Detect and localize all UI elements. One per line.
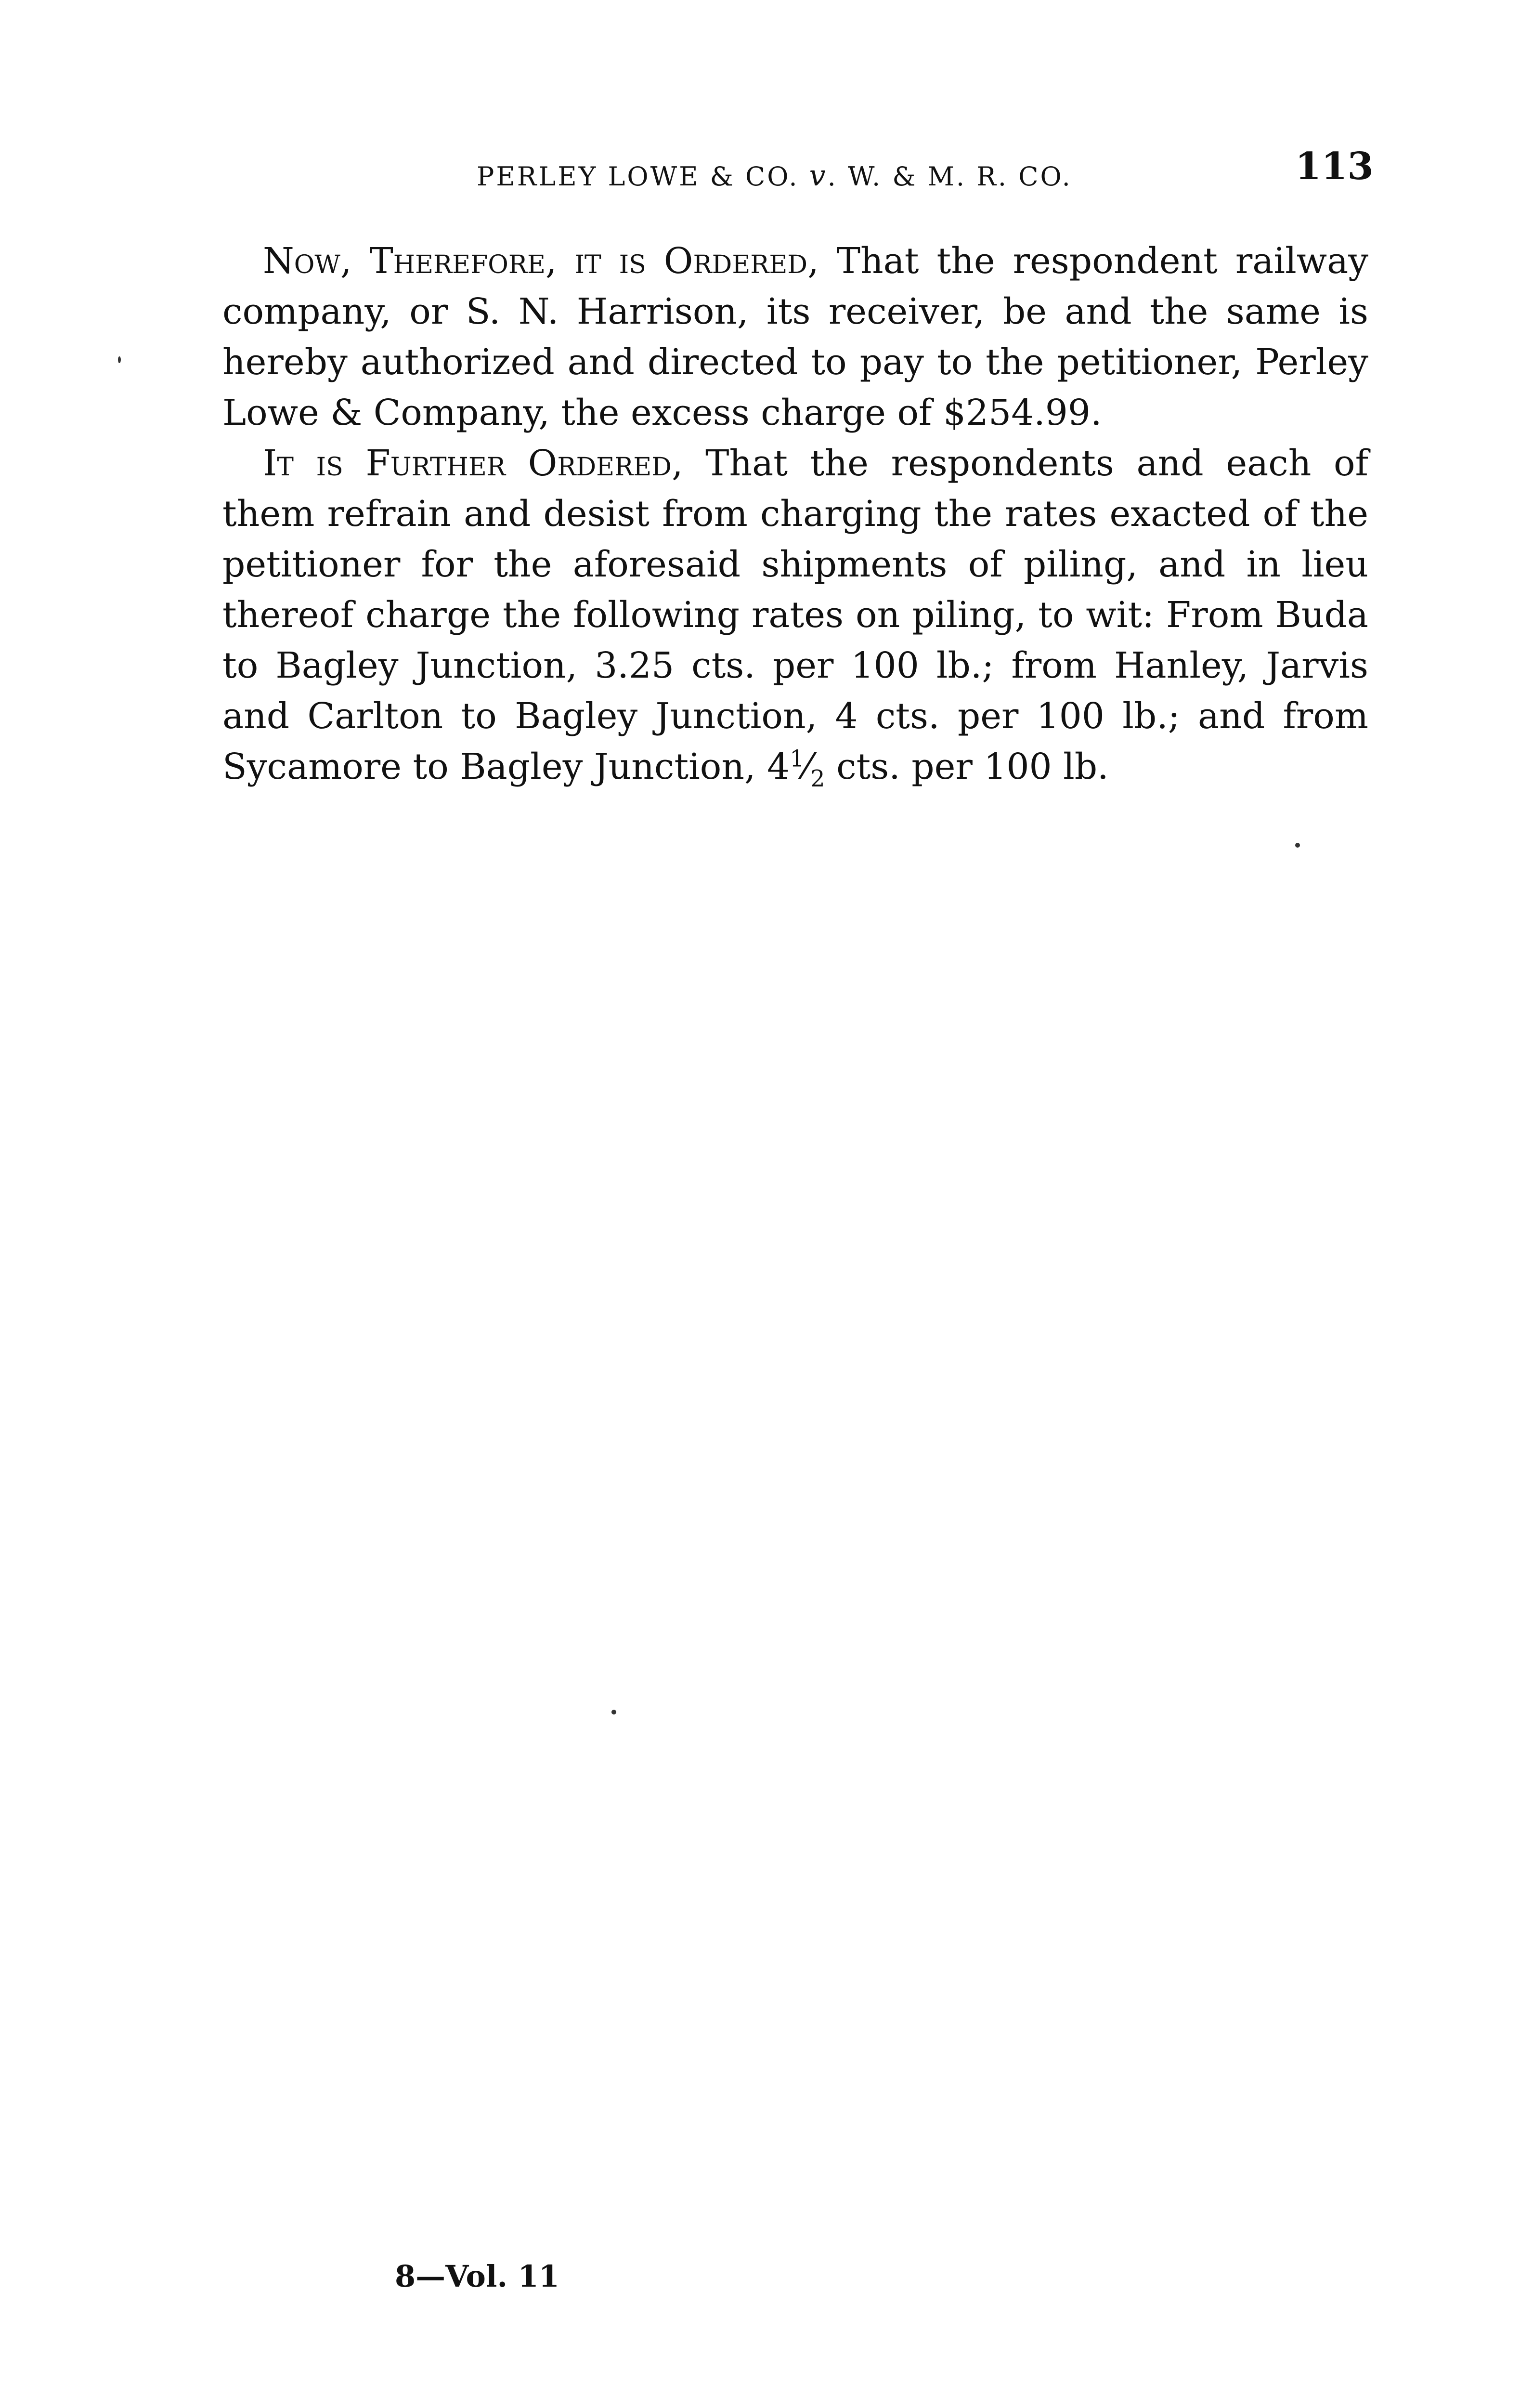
scan-speck xyxy=(611,1710,616,1714)
running-title-part2: . W. & M. R. CO. xyxy=(827,161,1072,192)
body-text xyxy=(222,236,1368,792)
order-lead-2: It is Further Ordered, xyxy=(263,443,683,484)
page-number: 113 xyxy=(1295,144,1374,188)
fraction-denominator: 2 xyxy=(810,765,825,792)
running-head xyxy=(0,144,1533,202)
order-paragraph-2 xyxy=(222,438,1368,792)
order-text-1: That the respondent railway company, or S. N. Harrison, its receiver, be and the same is hereby authorized and directed to pay to the petitioner, Perley Lowe & Company, the excess charge of $254.99. xyxy=(222,240,1368,433)
order-paragraph-1 xyxy=(222,236,1368,438)
order-lead-1: Now, Therefore, it is Ordered, xyxy=(263,240,819,282)
running-title-versus: v xyxy=(809,159,828,193)
running-title xyxy=(477,159,1072,193)
fraction-one-half: $^1⁄_2$ xyxy=(790,745,825,792)
signature-mark: 8—Vol. 11 xyxy=(395,2259,559,2294)
scan-speck xyxy=(1295,843,1300,848)
running-title-part1: PERLEY LOWE & CO. xyxy=(477,161,809,192)
fraction-numerator: 1 xyxy=(790,745,805,772)
scan-speck xyxy=(118,356,121,363)
order-text-2-end: cts. per 100 lb. xyxy=(825,746,1109,787)
order-text-2: That the respondents and each of them refrain and desist from charging the rates exacted of the petitioner for the aforesaid shipments of piling, and in lieu thereof charge the following rates on piling, to wit: From Buda to Bagley Junction, 3.25 cts. per 100 lb.; from Hanley, Jarvis and Carlton to Bagley Junction, 4 cts. per 100 lb.; and from Sycamore to Bagley Junction, 4 xyxy=(222,443,1369,787)
